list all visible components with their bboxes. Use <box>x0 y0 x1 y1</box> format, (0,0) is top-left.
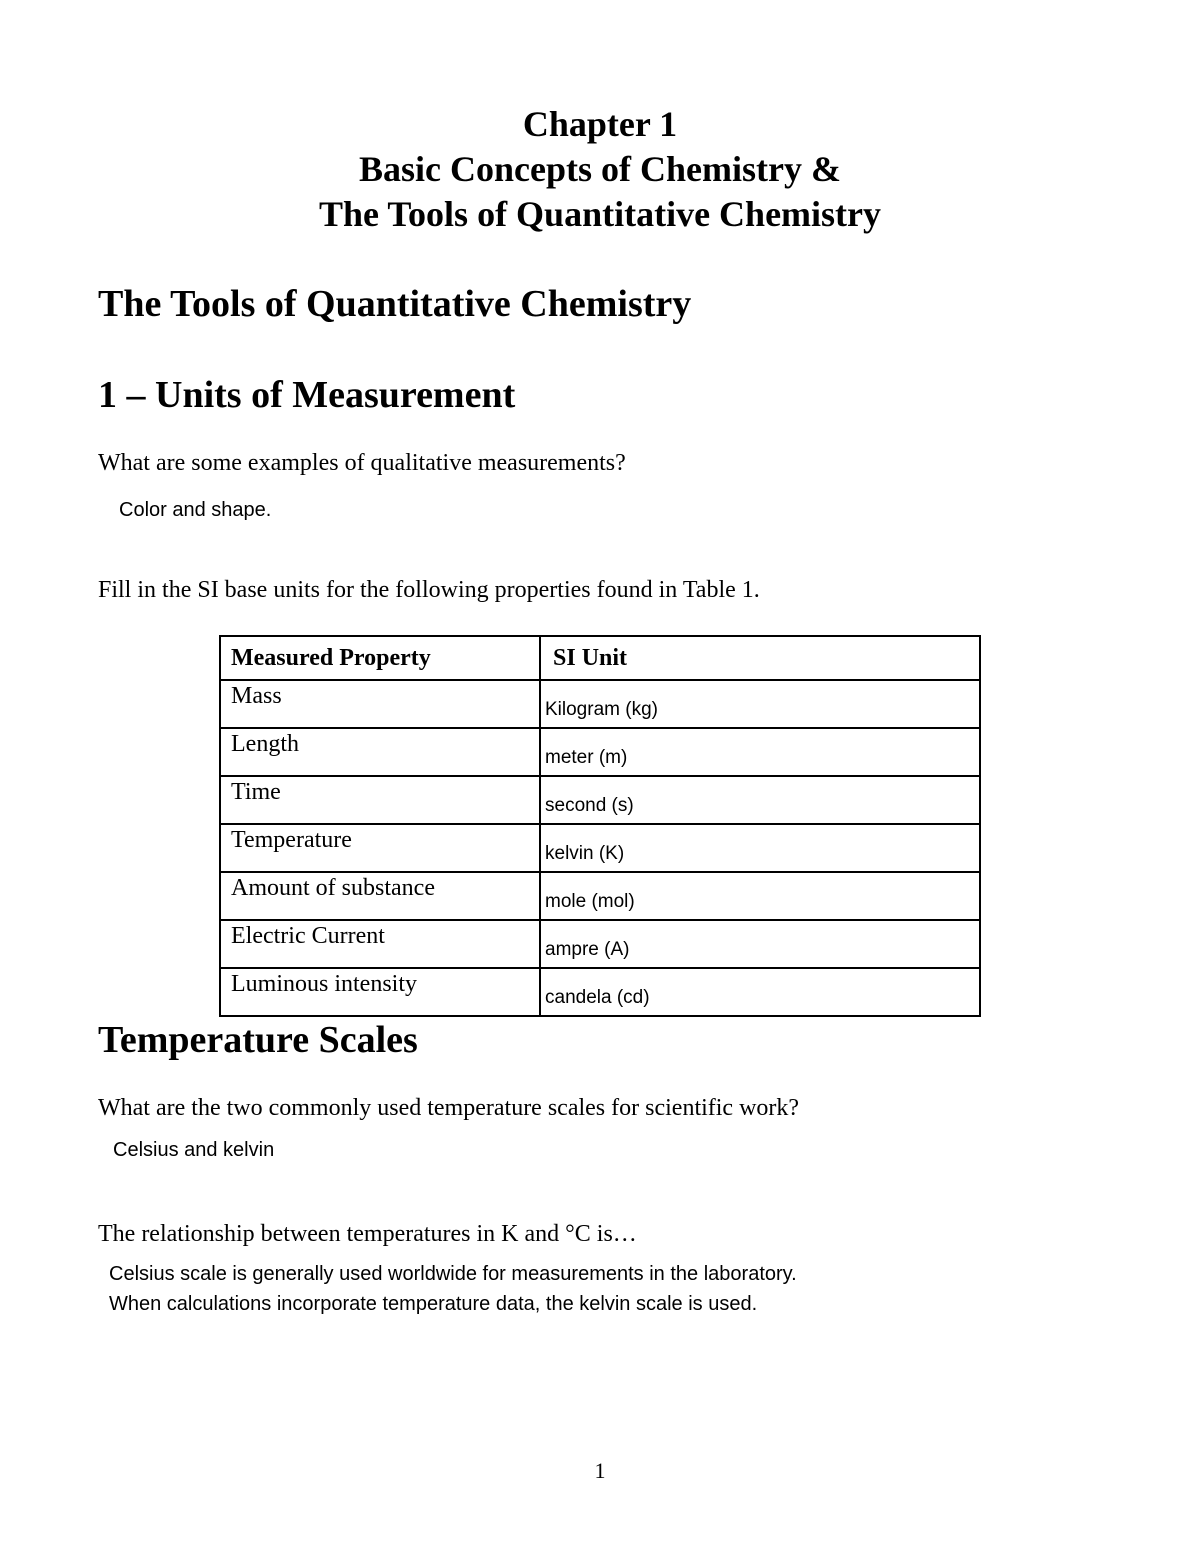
unit-cell: mole (mol) <box>540 872 980 920</box>
section-heading-tools: The Tools of Quantitative Chemistry <box>98 283 692 325</box>
question-si-units: Fill in the SI base units for the following properties found in Table 1. <box>98 577 760 603</box>
table-header-row <box>220 636 980 680</box>
si-units-table <box>219 635 981 1017</box>
unit-cell: second (s) <box>540 776 980 824</box>
answer-qualitative: Color and shape. <box>119 499 272 521</box>
unit-cell: ampre (A) <box>540 920 980 968</box>
section-heading-units: 1 – Units of Measurement <box>98 374 516 416</box>
table-row <box>220 920 980 968</box>
unit-cell: kelvin (K) <box>540 824 980 872</box>
chapter-title: Chapter 1 <box>522 104 678 144</box>
property-cell: Amount of substance <box>220 872 540 920</box>
unit-cell: Kilogram (kg) <box>540 680 980 728</box>
property-cell: Time <box>220 776 540 824</box>
property-cell: Electric Current <box>220 920 540 968</box>
table-row <box>220 872 980 920</box>
property-cell: Luminous intensity <box>220 968 540 1016</box>
question-qualitative: What are some examples of qualitative measurements? <box>98 450 626 476</box>
property-cell: Length <box>220 728 540 776</box>
page-number: 1 <box>594 1458 606 1483</box>
section-heading-temperature: Temperature Scales <box>98 1019 418 1061</box>
answer-temperature-scales: Celsius and kelvin <box>113 1139 275 1161</box>
unit-cell: meter (m) <box>540 728 980 776</box>
answer-relationship-line1: Celsius scale is generally used worldwide for measurements in the laboratory. <box>109 1263 797 1285</box>
header-si-unit: SI Unit <box>540 636 980 680</box>
property-cell: Temperature <box>220 824 540 872</box>
table-row <box>220 824 980 872</box>
property-cell: Mass <box>220 680 540 728</box>
table-row <box>220 968 980 1016</box>
answer-relationship-line2: When calculations incorporate temperature data, the kelvin scale is used. <box>109 1293 758 1315</box>
unit-cell: candela (cd) <box>540 968 980 1016</box>
chapter-subtitle-line2: The Tools of Quantitative Chemistry <box>318 194 882 234</box>
chapter-subtitle-line1: Basic Concepts of Chemistry & <box>359 149 841 189</box>
question-k-c-relationship: The relationship between temperatures in K and °C is… <box>98 1221 637 1247</box>
header-measured-property: Measured Property <box>220 636 540 680</box>
table-row <box>220 776 980 824</box>
table-row <box>220 728 980 776</box>
table-row <box>220 680 980 728</box>
question-temperature-scales: What are the two commonly used temperature scales for scientific work? <box>98 1095 800 1121</box>
